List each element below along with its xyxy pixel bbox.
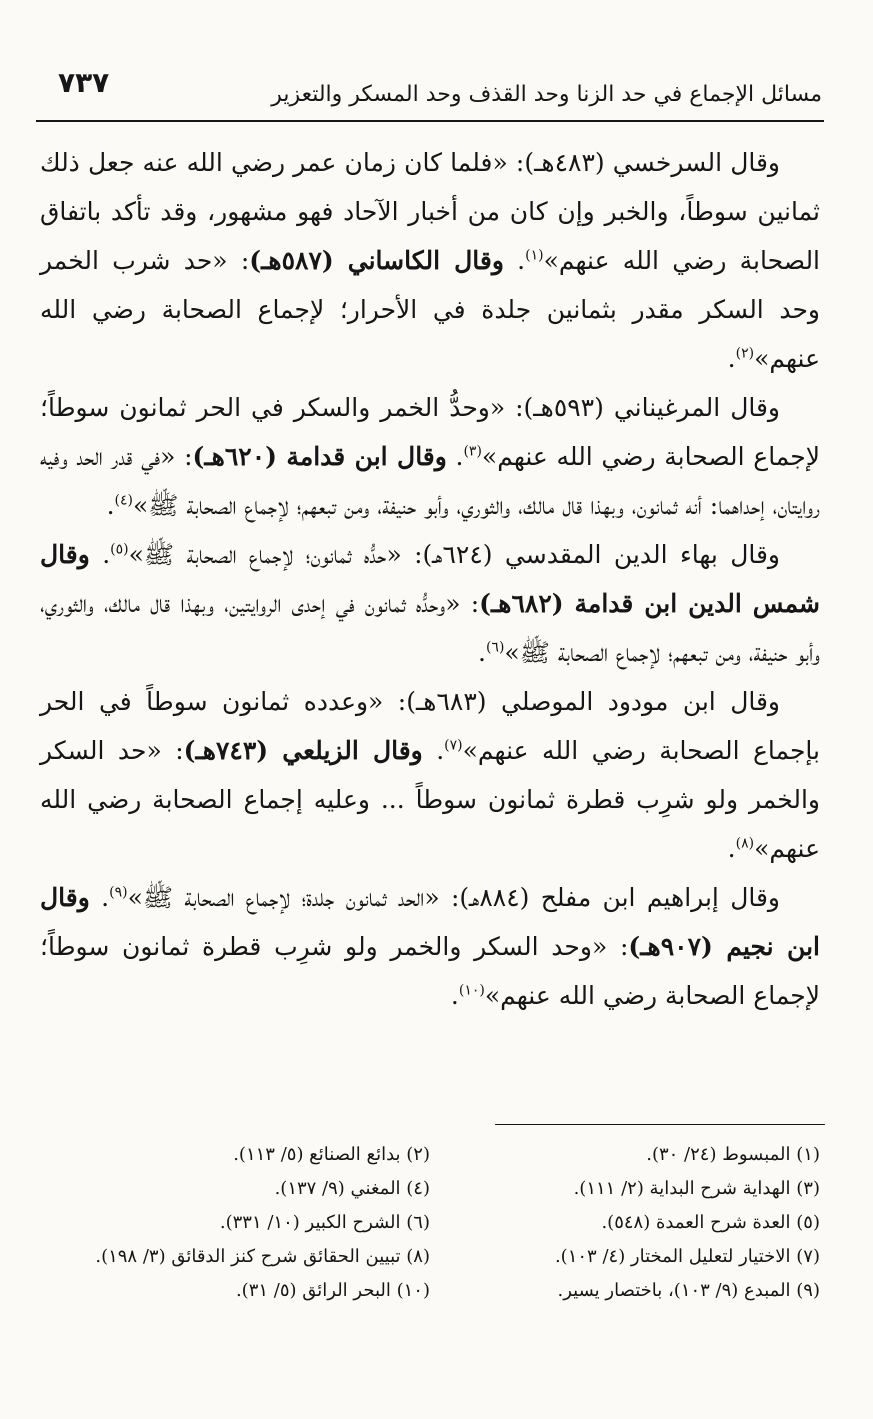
punctuation: . xyxy=(422,736,445,765)
punctuation: . xyxy=(477,638,486,667)
quote-text: وقال إبراهيم ابن مفلح (٨٨٤هـ): «الحد ثمانون جلدة؛ لإجماع الصحابة ﷺ» xyxy=(127,883,780,912)
punctuation: . xyxy=(450,981,459,1010)
quote-text: وقال ابن مودود الموصلي (٦٨٣هـ): «وعدده ثمانون سوطاً في الحر بإجماع الصحابة رضي الله عنهم» xyxy=(40,687,820,765)
footnote-6: (٦) الشرح الكبير (١٠/ ٣٣١). xyxy=(219,1212,430,1233)
footnote-7: (٧) الاختيار لتعليل المختار (٤/ ١٠٣). xyxy=(554,1246,820,1267)
footnote-row xyxy=(40,1240,820,1274)
quote-text: : «حد شرب الخمر وحد السكر مقدر بثمانين جلدة في الأحرار؛ لإجماع الصحابة رضي الله عنهم» xyxy=(40,246,820,373)
scholar-name: وقال ابن قدامة (٦٢٠هـ) xyxy=(192,442,447,471)
quote-text: : «وحدُّه ثمانون في إحدى الروايتين، وبهذا قال مالك، والثوري، وأبو حنيفة، ومن تبعهم؛ لإجماع الصحابة ﷺ» xyxy=(40,589,820,667)
paragraph-marghinani xyxy=(40,383,820,530)
footnote-5: (٥) العدة شرح العمدة (٥٤٨). xyxy=(601,1212,820,1233)
scholar-name: وقال الزيلعي (٧٤٣هـ) xyxy=(183,736,423,765)
paragraph-maqdisi xyxy=(40,530,820,677)
running-title: مسائل الإجماع في حد الزنا وحد القذف وحد المسكر والتعزير xyxy=(271,82,822,107)
footnote-ref: (٢) xyxy=(735,345,755,362)
punctuation: . xyxy=(89,883,110,912)
footnote-2: (٢) بدائع الصنائع (٥/ ١١٣). xyxy=(233,1144,430,1165)
footnote-ref: (١) xyxy=(525,247,544,264)
footnote-row xyxy=(40,1138,820,1172)
footnote-1: (١) المبسوط (٢٤/ ٣٠). xyxy=(646,1144,820,1165)
footnote-ref: (٦) xyxy=(485,639,505,656)
footnote-ref: (١٠) xyxy=(458,982,485,999)
page-header xyxy=(36,62,824,122)
scholar-name: وقال الكاساني (٥٨٧هـ) xyxy=(249,246,504,275)
footnote-ref: (٣) xyxy=(463,443,482,460)
quote-text: وقال بهاء الدين المقدسي (٦٢٤هـ): «حدُّه ثمانون؛ لإجماع الصحابة ﷺ» xyxy=(128,540,780,569)
footnote-4: (٤) المغني (٩/ ١٣٧). xyxy=(274,1178,430,1199)
punctuation: . xyxy=(89,540,111,569)
main-text xyxy=(40,138,820,1020)
footnote-ref: (٩) xyxy=(109,884,128,901)
quote-text: : «وحد السكر والخمر ولو شرِب قطرة ثمانون سوطاً؛ لإجماع الصحابة رضي الله عنهم» xyxy=(40,932,820,1010)
punctuation: . xyxy=(106,491,115,520)
quote-text: : «في قدر الحد وفيه روايتان، إحداهما: أنه ثمانون، وبهذا قال مالك، والثوري، وأبو حنيفة، ومن تبعهم؛ لإجماع الصحابة ﷺ» xyxy=(40,442,820,520)
footnote-3: (٣) الهداية شرح البداية (٢/ ١١١). xyxy=(573,1178,820,1199)
quote-text: : «حد السكر والخمر ولو شرِب قطرة ثمانون سوطاً ... وعليه إجماع الصحابة رضي الله عنهم» xyxy=(40,736,820,863)
footnote-separator xyxy=(495,1124,825,1125)
paragraph-mawsili xyxy=(40,677,820,873)
footnote-ref: (٤) xyxy=(114,492,133,509)
punctuation: . xyxy=(727,834,736,863)
punctuation: . xyxy=(503,246,526,275)
footnote-ref: (٥) xyxy=(110,541,129,558)
footnote-ref: (٧) xyxy=(444,737,463,754)
paragraph-sarakhsi xyxy=(40,138,820,383)
page-number: ٧٣٧ xyxy=(58,66,110,99)
punctuation: . xyxy=(446,442,464,471)
footnote-row xyxy=(40,1274,820,1308)
quote-text: وقال المرغيناني (٥٩٣هـ): «وحدُّ الخمر والسكر في الحر ثمانون سوطاً؛ لإجماع الصحابة رضي الله عنهم» xyxy=(40,393,820,471)
scholar-name: وقال شمس الدين ابن قدامة (٦٨٢هـ) xyxy=(40,540,821,618)
footnote-row xyxy=(40,1206,820,1240)
footnote-row xyxy=(40,1172,820,1206)
footnote-ref: (٨) xyxy=(735,835,755,852)
paragraph-ibn-muflih xyxy=(40,873,820,1020)
scholar-name: وقال ابن نجيم (٩٠٧هـ) xyxy=(40,883,820,961)
footnotes xyxy=(40,1138,820,1308)
punctuation: . xyxy=(727,344,736,373)
footnote-9: (٩) المبدع (٩/ ١٠٣)، باختصار يسير. xyxy=(557,1280,820,1301)
footnote-10: (١٠) البحر الرائق (٥/ ٣١). xyxy=(235,1280,430,1301)
quote-text: وقال السرخسي (٤٨٣هـ): «فلما كان زمان عمر رضي الله عنه جعل ذلك ثمانين سوطاً، والخبر وإن كان من أخبار الآحاد فهو مشهور، وقد تأكد باتفاق الصحابة رضي الله عنهم» xyxy=(40,148,821,275)
footnote-8: (٨) تبيين الحقائق شرح كنز الدقائق (٣/ ١٩٨). xyxy=(95,1246,430,1267)
